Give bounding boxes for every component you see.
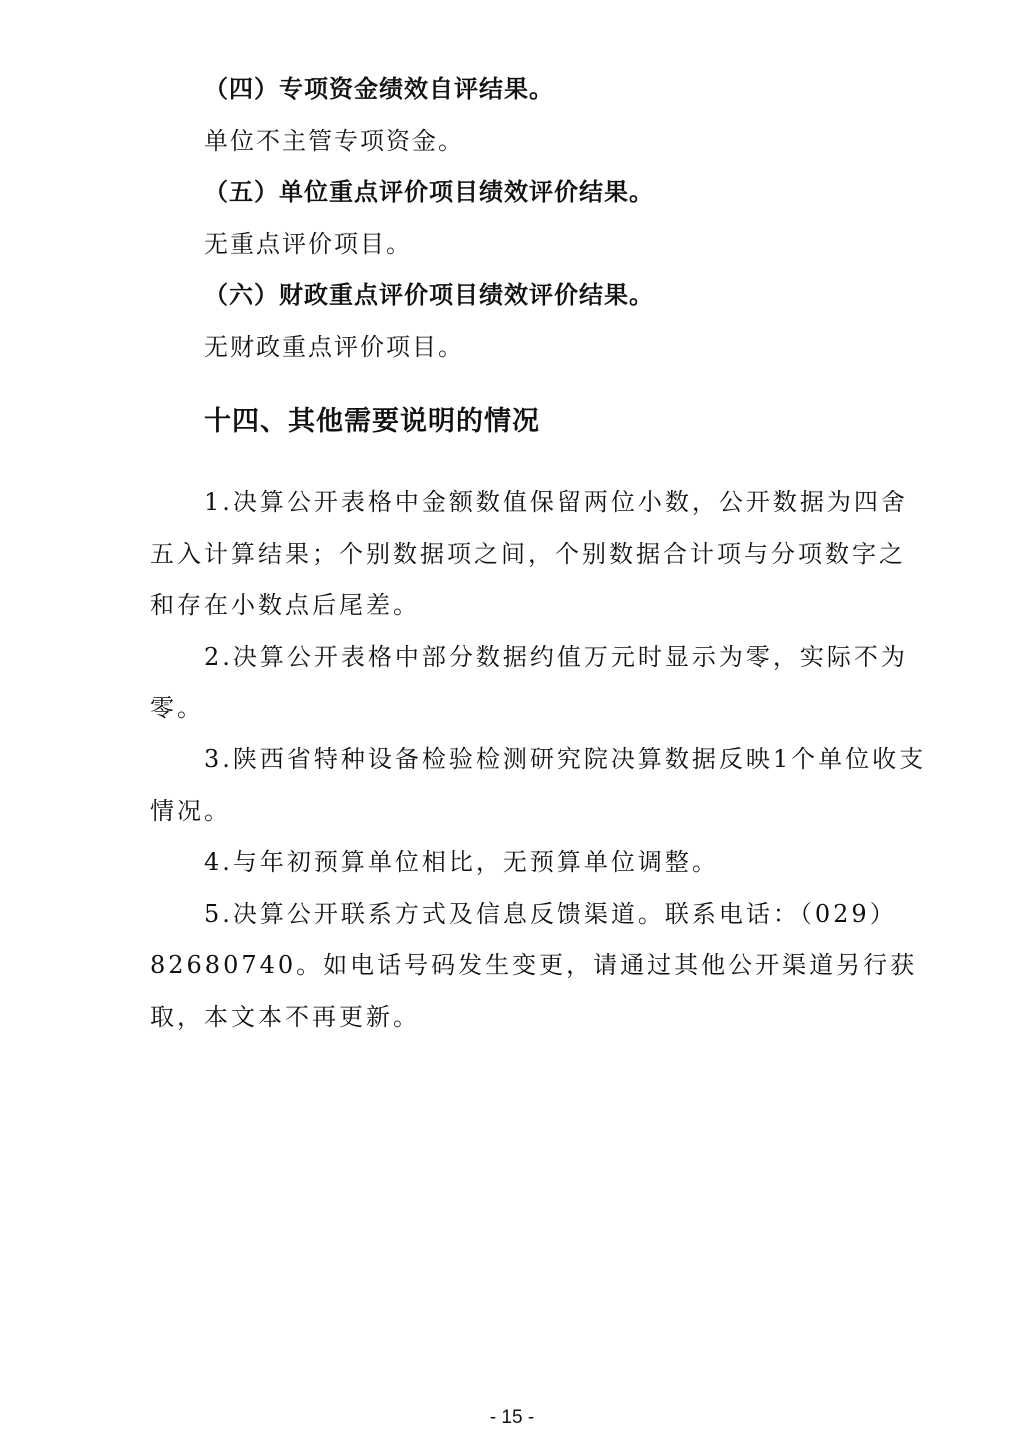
- subsection-body-4: 单位不主管专项资金。: [204, 127, 464, 155]
- section-title: 十四、其他需要说明的情况: [204, 406, 540, 437]
- subsection-body-6: 无财政重点评价项目。: [204, 333, 464, 361]
- paragraph-1-line-3: 和存在小数点后尾差。: [150, 591, 420, 619]
- paragraph-1-line-1: 1.决算公开表格中金额数值保留两位小数，公开数据为四舍: [204, 488, 908, 516]
- subsection-heading-6: （六）财政重点评价项目绩效评价结果。: [204, 281, 654, 309]
- subsection-heading-4: （四）专项资金绩效自评结果。: [204, 75, 554, 103]
- paragraph-5-line-1: 5.决算公开联系方式及信息反馈渠道。联系电话：（029）: [204, 900, 897, 928]
- page-number: - 15 -: [489, 1407, 535, 1428]
- paragraph-5-line-2: 82680740。如电话号码发生变更，请通过其他公开渠道另行获: [150, 951, 918, 979]
- paragraph-3-line-1: 3.陕西省特种设备检验检测研究院决算数据反映1个单位收支: [204, 745, 927, 773]
- paragraph-4-line-1: 4.与年初预算单位相比，无预算单位调整。: [204, 848, 719, 876]
- subsection-heading-5: （五）单位重点评价项目绩效评价结果。: [204, 178, 654, 206]
- subsection-body-5: 无重点评价项目。: [204, 230, 412, 258]
- paragraph-2-line-1: 2.决算公开表格中部分数据约值万元时显示为零，实际不为: [204, 643, 908, 671]
- paragraph-3-line-2: 情况。: [150, 797, 231, 825]
- paragraph-5-line-3: 取，本文本不再更新。: [150, 1003, 420, 1031]
- paragraph-1-line-2: 五入计算结果；个别数据项之间，个别数据合计项与分项数字之: [150, 540, 906, 568]
- paragraph-2-line-2: 零。: [150, 694, 204, 722]
